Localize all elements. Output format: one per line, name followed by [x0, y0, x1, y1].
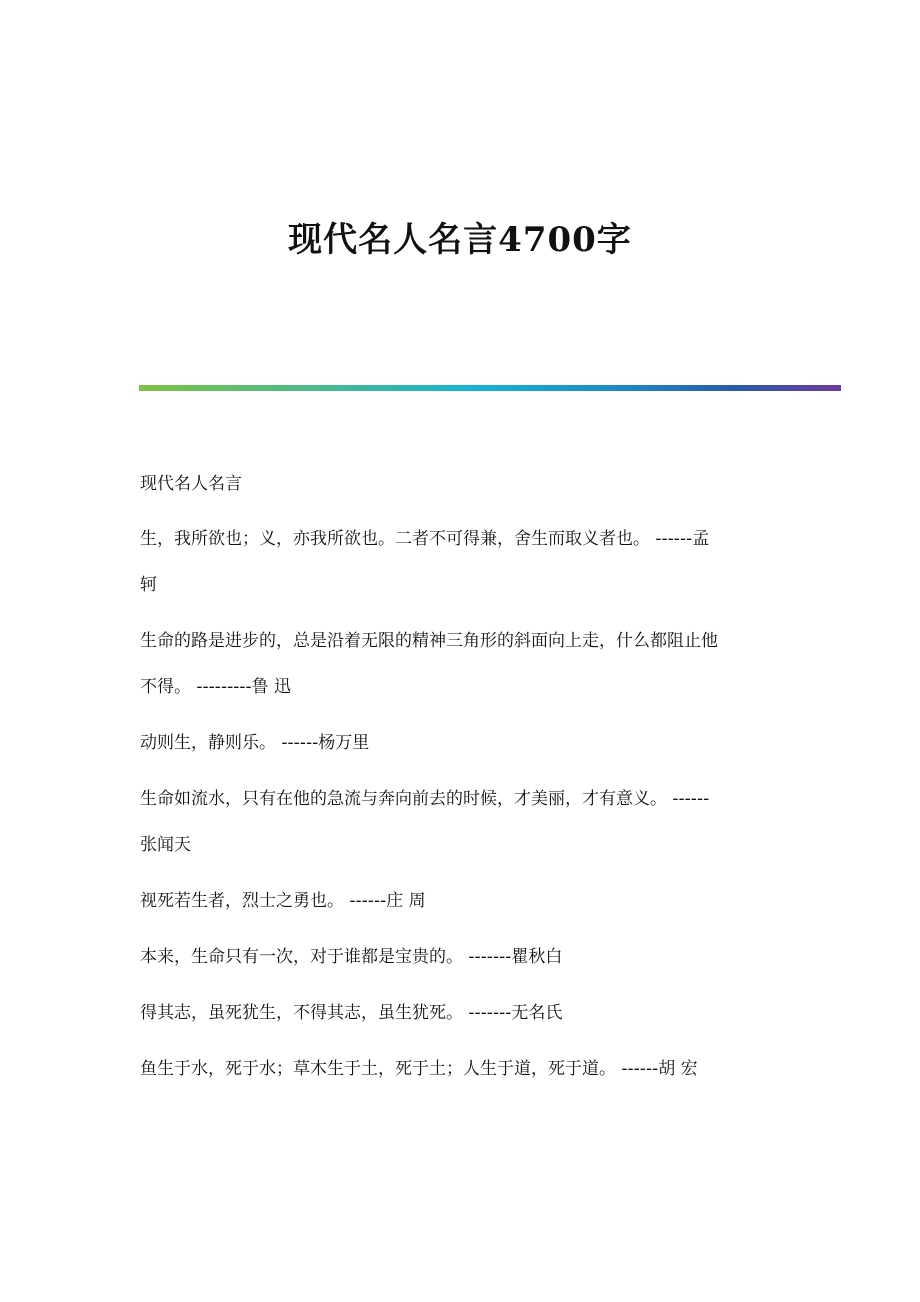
quote-line: 生命如流水，只有在他的急流与奔向前去的时候，才美丽，才有意义。 ------	[140, 789, 710, 809]
quote-line: 不得。 ---------鲁 迅	[140, 677, 292, 697]
quote-line: 动则生，静则乐。 ------杨万里	[140, 733, 370, 753]
quote-line: 生，我所欲也；义，亦我所欲也。二者不可得兼，舍生而取义者也。 ------孟	[140, 529, 710, 549]
quote-paragraph	[140, 934, 780, 980]
quote-line: 视死若生者，烈士之勇也。 ------庄 周	[140, 891, 426, 911]
quote-paragraph	[140, 990, 780, 1036]
quote-paragraph	[140, 516, 780, 608]
quote-line: 张闻天	[140, 835, 191, 855]
quote-paragraph	[140, 878, 780, 924]
quote-paragraph	[140, 776, 780, 868]
section-heading: 现代名人名言	[140, 474, 242, 494]
quote-line: 轲	[140, 575, 157, 595]
quote-line: 鱼生于水，死于水；草木生于土，死于土；人生于道，死于道。 ------胡 宏	[140, 1059, 698, 1079]
quote-paragraph	[140, 618, 780, 710]
quote-line: 本来，生命只有一次，对于谁都是宝贵的。 -------瞿秋白	[140, 947, 563, 967]
document-title: 现代名人名言4700字	[288, 220, 632, 260]
quote-paragraph	[140, 1046, 780, 1092]
document-body	[140, 464, 780, 1092]
quote-paragraph	[140, 720, 780, 766]
quote-line: 得其志，虽死犹生，不得其志，虽生犹死。 -------无名氏	[140, 1003, 563, 1023]
quote-line: 生命的路是进步的，总是沿着无限的精神三角形的斜面向上走，什么都阻止他	[140, 631, 718, 651]
gradient-divider	[139, 385, 841, 391]
